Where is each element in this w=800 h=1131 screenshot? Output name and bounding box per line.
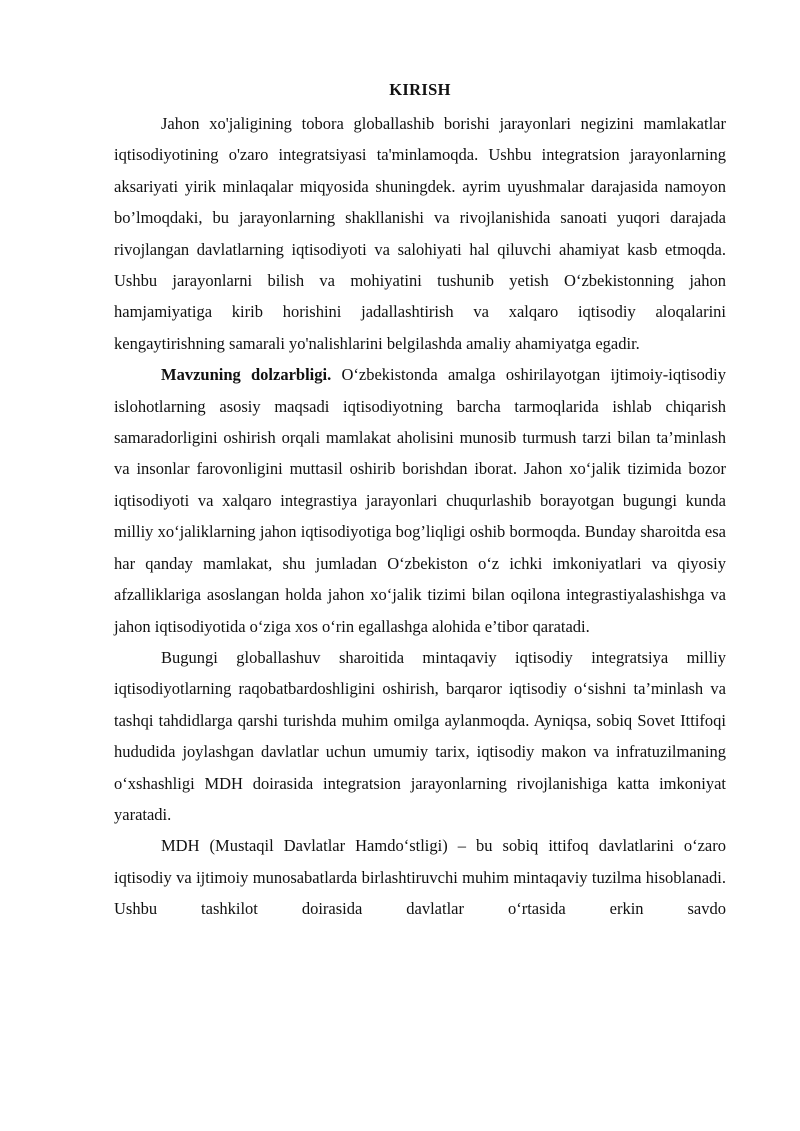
paragraph-text: O‘zbekistonda amalga oshirilayotgan ijtimoiy-iqtisodiy islohotlarning asosiy maqsadi iqtisodiyotning barcha tarmoqlarida ishlab chiqarish samaradorligini oshirish orqali mamlakat aholisini munosib turmush tarzi bilan ta’minlash va insonlar farovonligini muttasil oshirib borishdan iborat. Jahon xo‘jalik tizimida bozor iqtisodiyoti va xalqaro integrastiya jarayonlari chuqurlashib borayotgan bugungi kunda milliy xo‘jaliklarning jahon iqtisodiyotiga bog’liqligi oshib bormoqda. Bunday sharoitda esa har qanday mamlakat, shu jumladan O‘zbekiston o‘z ichki imkoniyatlari va qiyosiy afzalliklariga asoslangan holda jahon xo‘jalik tizimi bilan oqilona integrastiyalashishga va jahon iqtisodiyotida o‘ziga xos o‘rin egallashga alohida e’tibor qaratadi.: [114, 365, 726, 636]
paragraph-cis: [114, 830, 726, 924]
paragraph-intro: [114, 108, 726, 359]
page-title: KIRISH: [389, 80, 451, 99]
paragraph-text: Bugungi globallashuv sharoitida mintaqaviy iqtisodiy integratsiya milliy iqtisodiyotlarning raqobatbardoshligini oshirish, barqaror iqtisodiy o‘sishni ta’minlash va tashqi tahdidlarga qarshi turishda muhim omilga aylanmoqda. Ayniqsa, sobiq Sovet Ittifoqi hududida joylashgan davlatlar uchun umumiy tarix, iqtisodiy makon va infratuzilmaning o‘xshashligi MDH doirasida integratsion jarayonlarning rivojlanishiga katta imkoniyat yaratadi.: [114, 647, 726, 824]
paragraph-relevance: [114, 359, 726, 642]
paragraph-globalization: [114, 642, 726, 830]
paragraph-text: Jahon xo'jaligining tobora globallashib borishi jarayonlari negizini mamlakatlar iqtisodiyotining o'zaro integratsiyasi ta'minlamoqda. Ushbu integratsion jarayonlarning aksariyati yirik minlaqalar miqyosida shuningdek. ayrim uyushmalar darajasida namoyon bo’lmoqdaki, bu jarayonlarning shakllanishi va rivojlanishida sanoati yuqori darajada rivojlangan davlatlarning iqtisodiyoti va salohiyati hal qiluvchi ahamiyat kasb etmoqda. Ushbu jarayonlarni bilish va mohiyatini tushunib yetish O‘zbekistonning jahon hamjamiyatiga kirib horishini jadallashtirish va xalqaro iqtisodiy aloqalarini kengaytirishning samarali yo'nalishlarini belgilashda amaliy ahamiyatga egadir.: [114, 114, 726, 353]
document-page: [114, 78, 726, 925]
paragraph-text: MDH (Mustaqil Davlatlar Hamdo‘stligi) – bu sobiq ittifoq davlatlarini o‘zaro iqtisodiy va ijtimoiy munosabatlarda birlashtiruvchi muhim mintaqaviy tuzilma hisoblanadi. Ushbu tashkilot doirasida davlatlar o‘rtasida erkin savdo: [114, 836, 726, 919]
paragraph-lead: Mavzuning dolzarbligi.: [161, 365, 332, 385]
